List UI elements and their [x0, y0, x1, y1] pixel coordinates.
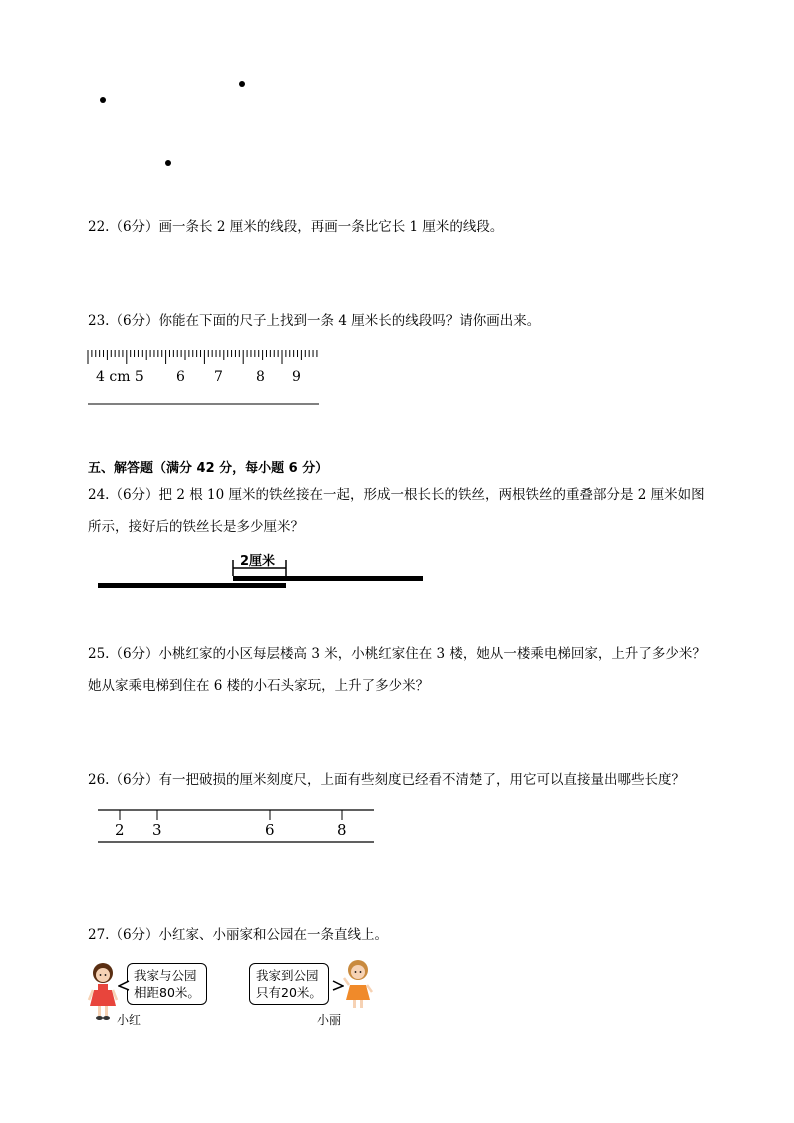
point-dot-1	[239, 81, 245, 87]
question-25-line1: 25.（6分）小桃红家的小区每层楼高 3 米，小桃红家住在 3 楼，她从一楼乘电梯回家，上升了多少米？	[88, 646, 706, 662]
name-xiaohong: 小红	[117, 1013, 142, 1027]
ruler-ticks	[88, 350, 317, 364]
question-24-line1: 24.（6分）把 2 根 10 厘米的铁丝接在一起，形成一根长长的铁丝，两根铁丝的重叠部分是 2 厘米如图	[88, 487, 705, 503]
question-26: 26.（6分）有一把破损的厘米刻度尺，上面有些刻度已经看不清楚了，用它可以直接量出哪些长度？	[88, 772, 686, 788]
speech-xiaohong-line2: 相距80米。	[134, 985, 200, 1000]
ruler-label-9: 9	[292, 369, 301, 385]
point-dot-3	[165, 160, 171, 166]
question-23: 23.（6分）你能在下面的尺子上找到一条 4 厘米长的线段吗？请你画出来。	[88, 313, 541, 329]
section-title: 五、解答题（满分 42 分，每小题 6 分）	[88, 461, 329, 476]
ruler-label-4cm5: 4 cm 5	[96, 369, 144, 385]
question-27: 27.（6分）小红家、小丽家和公园在一条直线上。	[88, 927, 389, 943]
speech-xiaoli-line1: 我家到公园	[256, 968, 319, 983]
ruler-label-7: 7	[214, 369, 223, 385]
wire-right	[233, 576, 423, 581]
question-24-line2: 所示，接好后的铁丝长是多少厘米？	[88, 519, 304, 535]
question-25-line2: 她从家乘电梯到住在 6 楼的小石头家玩，上升了多少米？	[88, 678, 430, 694]
name-xiaoli: 小丽	[317, 1013, 342, 1027]
speech-xiaoli-line2: 只有20米。	[256, 985, 322, 1000]
ruler-label-8: 8	[256, 369, 265, 385]
broken-ruler-label-3: 3	[152, 821, 162, 839]
point-dot-2	[100, 97, 106, 103]
speech-bubble-xiaoli	[249, 963, 329, 1005]
ruler-label-6: 6	[176, 369, 185, 385]
speech-tail-xiaohong	[118, 980, 130, 992]
broken-ruler-label-2: 2	[115, 821, 125, 839]
broken-ruler-label-8: 8	[337, 821, 347, 839]
girl-xiaoli-illustration	[341, 958, 375, 1012]
broken-ruler	[96, 806, 376, 846]
overlap-label: 2厘米	[240, 554, 276, 569]
speech-bubble-xiaohong	[127, 963, 207, 1005]
wire-left	[98, 583, 286, 588]
speech-xiaohong-line1: 我家与公园	[134, 968, 197, 983]
broken-ruler-label-6: 6	[265, 821, 275, 839]
question-22: 22.（6分）画一条长 2 厘米的线段，再画一条比它长 1 厘米的线段。	[88, 219, 504, 235]
girl-xiaohong-illustration	[86, 960, 120, 1024]
